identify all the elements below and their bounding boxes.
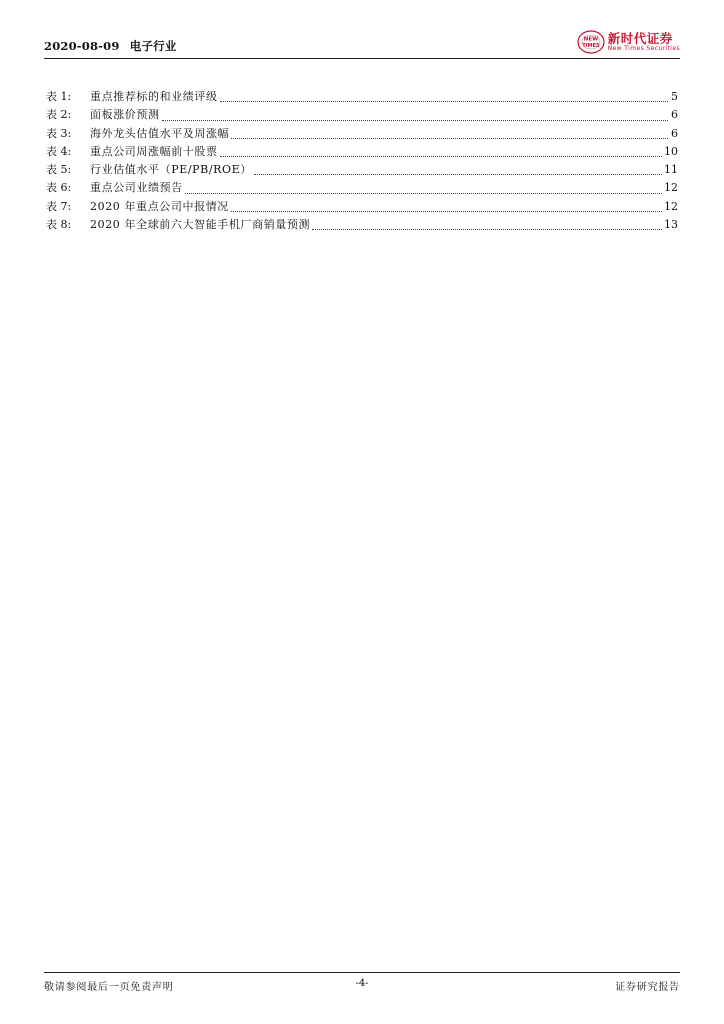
report-section: 电子行业 [129, 39, 177, 53]
toc-entry-label: 表 4: [46, 144, 72, 158]
page-footer [44, 972, 680, 997]
header-info [44, 38, 177, 54]
logo-text [608, 32, 680, 53]
toc-entry[interactable] [46, 106, 678, 124]
company-logo [577, 29, 680, 55]
page-number: -4- [355, 978, 369, 989]
toc-entry-title[interactable]: 面板涨价预测 [90, 108, 160, 122]
toc-dot-leader [231, 210, 662, 212]
toc-entry-title[interactable]: 海外龙头估值水平及周涨幅 [90, 126, 230, 140]
toc-entry-label: 表 3: [46, 126, 72, 140]
svg-text:NEW: NEW [583, 36, 598, 43]
toc-entry-title[interactable]: 重点公司周涨幅前十股票 [90, 144, 218, 158]
toc-entry-label: 表 1: [46, 90, 72, 103]
toc-dot-leader [231, 137, 668, 139]
disclaimer-note: 敬请参阅最后一页免责声明 [44, 982, 174, 993]
new-times-logo-icon [577, 30, 605, 54]
toc-entry-label: 表 8: [46, 218, 72, 232]
toc-entry-title[interactable]: 2020 年全球前六大智能手机厂商销量预测 [90, 218, 311, 232]
toc-entry-page[interactable]: 12 [664, 199, 678, 213]
toc-entry-title[interactable]: 行业估值水平（PE/PB/ROE） [90, 163, 252, 177]
logo-english-name: New Times Securities [607, 44, 680, 52]
toc-entry-title[interactable]: 2020 年重点公司中报情况 [90, 199, 229, 213]
toc-dot-leader [185, 192, 662, 194]
toc-entry-title[interactable]: 重点公司业绩预告 [90, 181, 183, 195]
toc-entry[interactable] [46, 179, 678, 197]
toc-entry-label: 表 7: [46, 199, 72, 213]
toc-entry-page[interactable]: 5 [671, 90, 678, 103]
toc-dot-leader [162, 119, 668, 121]
toc-entry-title[interactable]: 重点推荐标的和业绩评级 [90, 90, 218, 103]
toc-entry[interactable] [46, 161, 678, 179]
toc-entry-page[interactable]: 6 [671, 108, 678, 122]
toc-dot-leader [254, 173, 662, 175]
toc-entry-page[interactable]: 12 [664, 181, 678, 195]
toc-entry-label: 表 6: [46, 181, 72, 195]
toc-entry-page[interactable]: 6 [671, 126, 678, 140]
toc-entry-page[interactable]: 13 [664, 218, 678, 232]
report-date: 2020-08-09 [44, 39, 120, 53]
toc-entry-label: 表 2: [46, 108, 72, 122]
toc-dot-leader [220, 155, 662, 157]
toc-entry[interactable] [46, 198, 678, 216]
toc-entry-label: 表 5: [46, 163, 72, 177]
toc-entry-page[interactable]: 10 [664, 144, 678, 158]
logo-chinese-name: 新时代证券 [607, 30, 673, 46]
toc-entry-page[interactable]: 11 [664, 163, 678, 177]
toc-entry[interactable] [46, 88, 678, 106]
table-of-tables [46, 88, 678, 234]
toc-entry[interactable] [46, 125, 678, 143]
toc-dot-leader [220, 100, 668, 102]
page-header [44, 30, 680, 59]
svg-text:TIMES: TIMES [582, 43, 600, 49]
toc-entry[interactable] [46, 216, 678, 234]
document-type: 证券研究报告 [615, 982, 680, 993]
toc-entry[interactable] [46, 143, 678, 161]
toc-dot-leader [312, 228, 662, 230]
